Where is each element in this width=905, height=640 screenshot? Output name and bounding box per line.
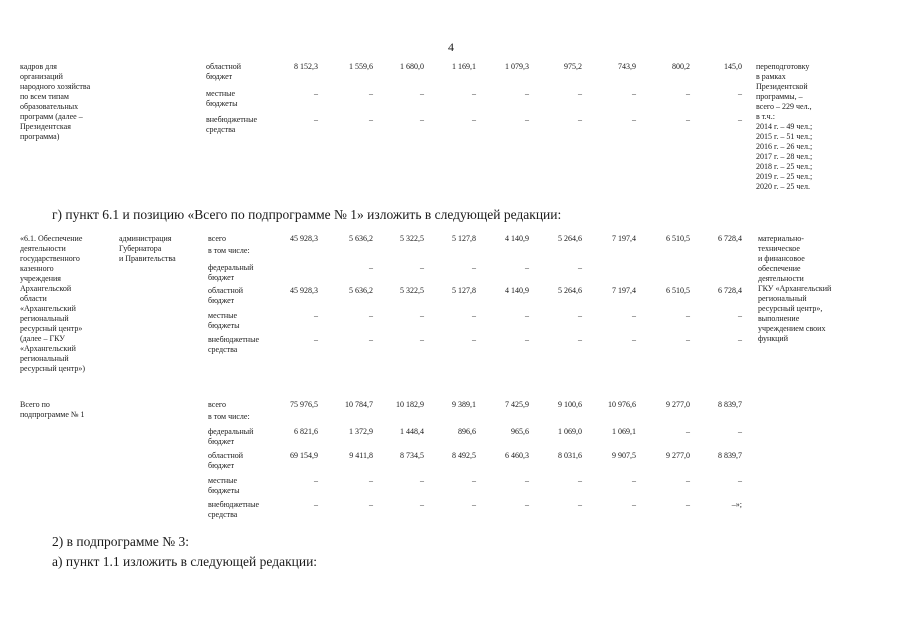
budget-label: федеральный бюджет [208,427,254,446]
value-cell: – [632,500,636,509]
value-cell: – [686,500,690,509]
value-cell: 8 152,3 [294,62,318,71]
value-cell: 9 277,0 [666,451,690,460]
block2-result: материально- техническое и финансовое обеспечение деятельности ГКУ «Архангельский региональный ресурсный центр», выполнение учреждением своих функций [758,234,832,343]
value-cell: – [632,335,636,344]
value-cell: – [578,89,582,98]
value-cell: – [314,311,318,320]
value-cell: 6 728,4 [718,234,742,243]
value-cell: – [578,311,582,320]
value-cell: 1 169,1 [452,62,476,71]
value-cell: 8 734,5 [400,451,424,460]
value-cell: – [525,263,529,272]
value-cell: 1 559,6 [349,62,373,71]
value-cell: – [578,335,582,344]
value-cell: – [578,115,582,124]
value-cell: – [686,335,690,344]
value-cell: – [578,263,582,272]
value-cell: – [420,311,424,320]
value-cell: –»; [731,500,742,509]
value-cell: 5 127,8 [452,234,476,243]
value-cell: – [369,115,373,124]
value-cell: – [369,476,373,485]
budget-label: в том числе: [208,412,250,421]
value-cell: – [472,311,476,320]
value-cell: 45 928,3 [290,286,318,295]
value-cell: – [525,335,529,344]
value-cell: – [314,115,318,124]
block1-result: переподготовку в рамках Президентской программы, – всего – 229 чел., в т.ч.: 2014 г. – 49 чел.; 2015 г. – 51 чел.; 2016 г. – 26 чел.; 2017 г. – 28 чел.; 2018 г. – 25 чел.; 2019 г. – 25 чел.; 2020 г. – 25 чел. [756,62,813,191]
value-cell: 9 411,8 [349,451,373,460]
value-cell: – [738,335,742,344]
value-cell: – [314,89,318,98]
value-cell: 9 907,5 [612,451,636,460]
page-number: 4 [448,40,454,54]
value-cell: – [525,311,529,320]
paragraph-g: г) пункт 6.1 и позицию «Всего по подпрограмме № 1» изложить в следующей редакции: [52,207,562,222]
value-cell: – [314,500,318,509]
value-cell: – [686,476,690,485]
value-cell: 75 976,5 [290,400,318,409]
value-cell: – [632,476,636,485]
value-cell: – [472,500,476,509]
value-cell: 1 079,3 [505,62,529,71]
value-cell: 975,2 [564,62,582,71]
budget-label: федеральный бюджет [208,263,254,282]
value-cell: – [578,500,582,509]
budget-label: внебюджетные средства [208,500,259,519]
value-cell: – [738,311,742,320]
block2-description: «6.1. Обеспечение деятельности государственного казенного учреждения Архангельской области «Архангельский региональный ресурсный центр» (далее – ГКУ «Архангельский региональный ресурсный центр») [20,234,86,373]
value-cell: 9 389,1 [452,400,476,409]
value-cell: 743,9 [618,62,636,71]
paragraph-2: 2) в подпрограмме № 3: [52,534,190,549]
value-cell: 69 154,9 [290,451,318,460]
value-cell: – [738,476,742,485]
value-cell: – [525,115,529,124]
value-cell: 6 510,5 [666,234,690,243]
value-cell: – [420,476,424,485]
value-cell: 10 182,9 [396,400,424,409]
value-cell: – [472,476,476,485]
value-cell: – [686,427,690,436]
value-cell: 6 510,5 [666,286,690,295]
budget-label: всего [208,234,227,243]
value-cell: 5 264,6 [558,286,582,295]
value-cell: 4 140,9 [505,286,529,295]
value-cell: – [738,89,742,98]
value-cell: – [369,335,373,344]
value-cell: 5 127,8 [452,286,476,295]
block1-description: кадров для организаций народного хозяйства по всем типам образовательных программ (далее – Президентская программа) [20,62,91,141]
value-cell: 45 928,3 [290,234,318,243]
value-cell: – [472,335,476,344]
value-cell: 10 784,7 [345,400,373,409]
value-cell: 4 140,9 [505,234,529,243]
value-cell: 145,0 [724,62,742,71]
value-cell: – [472,89,476,98]
value-cell: 9 100,6 [558,400,582,409]
value-cell: 6 821,6 [294,427,318,436]
value-cell: 6 728,4 [718,286,742,295]
value-cell: 896,6 [458,427,476,436]
budget-label: областной бюджет [208,451,244,470]
block2-executor: администрация Губернатора и Правительства [119,234,176,263]
value-cell: 5 636,2 [349,234,373,243]
paragraph-a: а) пункт 1.1 изложить в следующей редакции: [52,554,318,569]
budget-label: внебюджетные средства [206,115,257,134]
value-cell: 8 031,6 [558,451,582,460]
value-cell: – [738,115,742,124]
budget-label: областной бюджет [206,62,242,81]
value-cell: 5 636,2 [349,286,373,295]
value-cell: – [686,89,690,98]
value-cell: 8 839,7 [718,400,742,409]
value-cell: – [632,89,636,98]
value-cell: 6 460,3 [505,451,529,460]
value-cell: – [420,115,424,124]
value-cell: – [472,115,476,124]
value-cell: 5 322,5 [400,286,424,295]
budget-label: внебюджетные средства [208,335,259,354]
value-cell: 5 264,6 [558,234,582,243]
value-cell: 1 680,0 [400,62,424,71]
value-cell: – [420,263,424,272]
budget-label: областной бюджет [208,286,244,305]
value-cell: – [472,263,476,272]
value-cell: – [525,500,529,509]
value-cell: 7 197,4 [612,234,636,243]
value-cell: – [525,89,529,98]
value-cell: – [314,476,318,485]
value-cell: 7 197,4 [612,286,636,295]
value-cell: – [686,311,690,320]
value-cell: – [632,311,636,320]
value-cell: 10 976,6 [608,400,636,409]
value-cell: 8 492,5 [452,451,476,460]
budget-label: всего [208,400,227,409]
budget-label: местные бюджеты [208,476,240,495]
value-cell: 9 277,0 [666,400,690,409]
value-cell: – [578,476,582,485]
value-cell: – [420,500,424,509]
budget-label: местные бюджеты [208,311,240,330]
value-cell: 1 448,4 [400,427,424,436]
value-cell: – [369,89,373,98]
value-cell: – [369,263,373,272]
value-cell: 7 425,9 [505,400,529,409]
value-cell: 1 069,0 [558,427,582,436]
value-cell: – [369,500,373,509]
value-cell: – [686,115,690,124]
value-cell: 800,2 [672,62,690,71]
value-cell: 1 069,1 [612,427,636,436]
budget-label: местные бюджеты [206,89,238,108]
value-cell: 8 839,7 [718,451,742,460]
value-cell: – [525,476,529,485]
value-cell: 965,6 [511,427,529,436]
value-cell: – [632,115,636,124]
value-cell: – [420,89,424,98]
value-cell: – [420,335,424,344]
value-cell: 5 322,5 [400,234,424,243]
block3-description: Всего по подпрограмме № 1 [20,400,85,419]
budget-label: в том числе: [208,246,250,255]
value-cell: – [369,311,373,320]
value-cell: – [738,427,742,436]
value-cell: – [314,335,318,344]
value-cell: 1 372,9 [349,427,373,436]
